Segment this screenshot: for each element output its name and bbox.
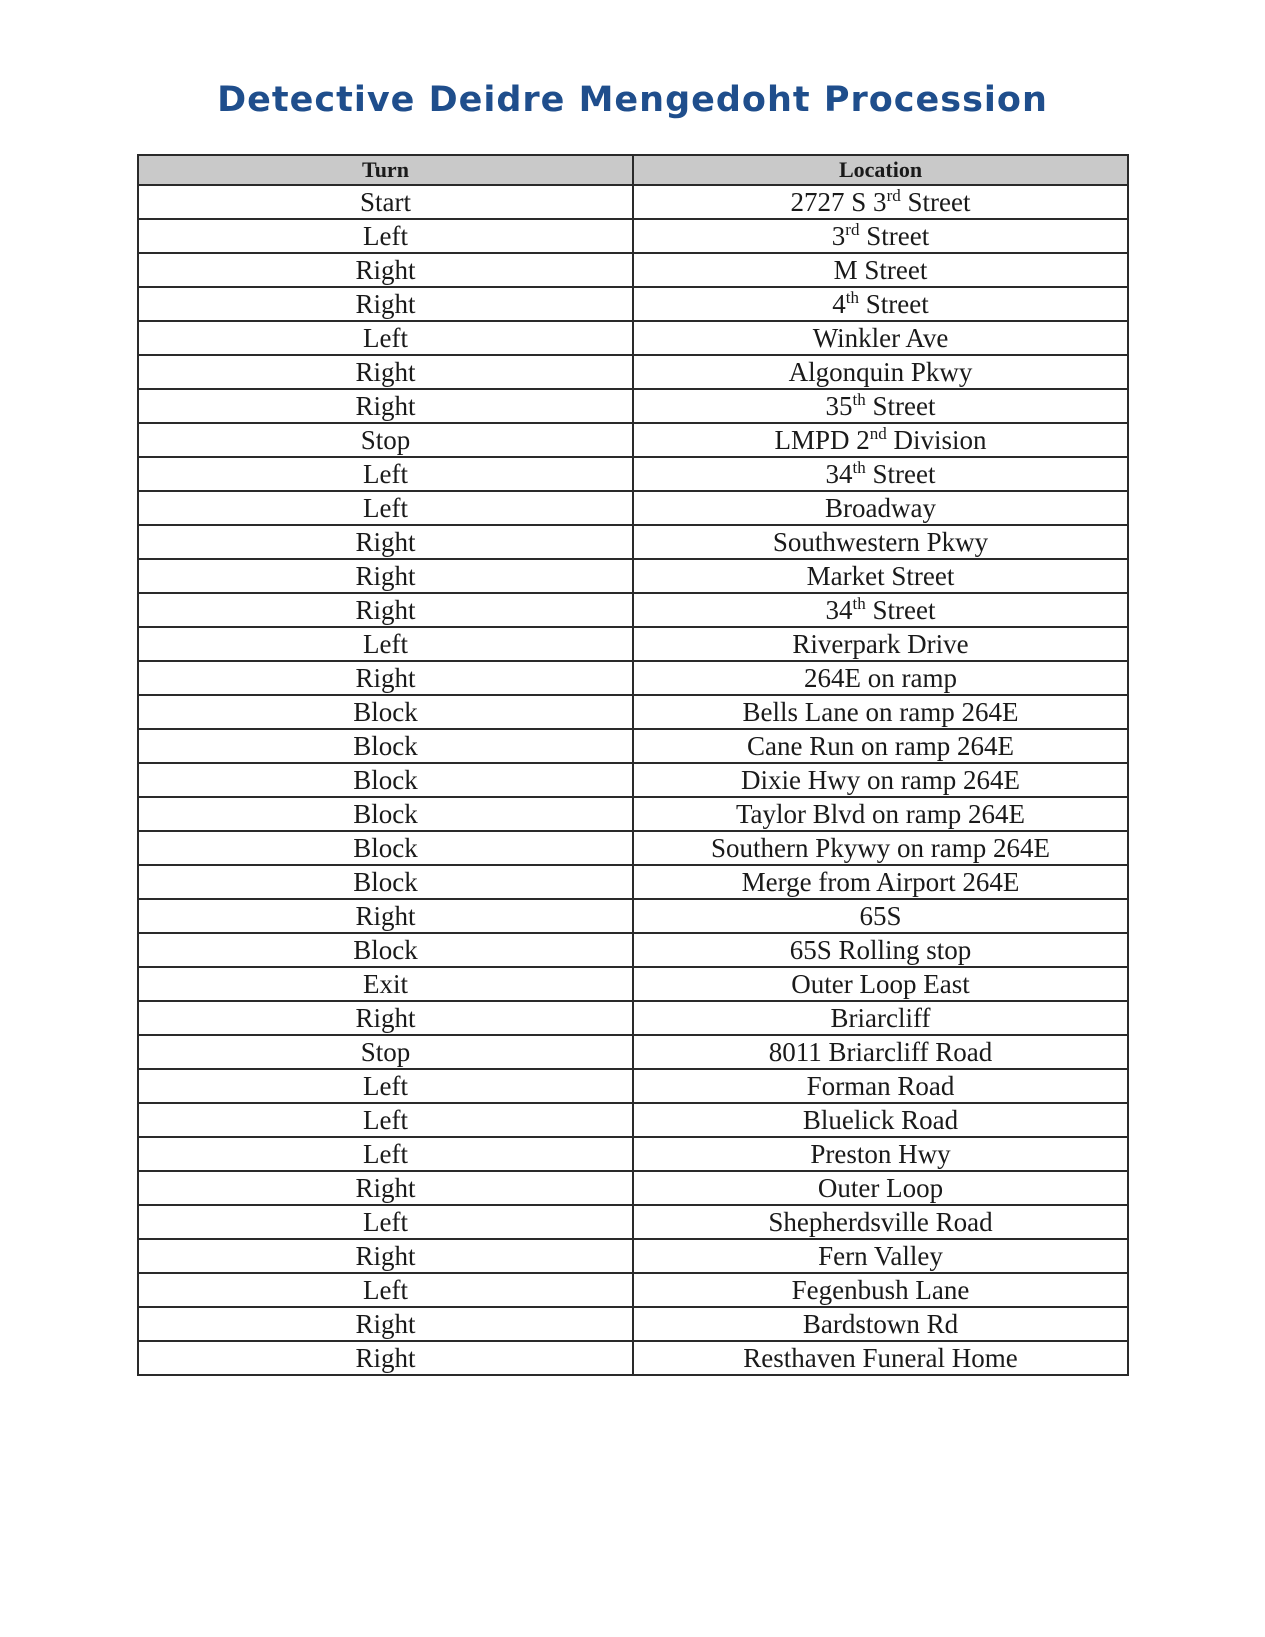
table-body	[138, 185, 1128, 1375]
table-row	[138, 321, 1128, 355]
location-text: 4	[832, 289, 846, 319]
location-cell	[633, 1171, 1128, 1205]
location-cell	[633, 1137, 1128, 1171]
table-row	[138, 185, 1128, 219]
table-row	[138, 491, 1128, 525]
ordinal-suffix: th	[852, 594, 866, 613]
location-text: Winkler Ave	[812, 323, 949, 353]
table-row	[138, 1069, 1128, 1103]
table-row	[138, 1273, 1128, 1307]
turn-cell: Left	[138, 219, 633, 253]
turn-cell: Left	[138, 1069, 633, 1103]
location-text: 264E on ramp	[804, 663, 957, 693]
table-header-row	[138, 155, 1128, 185]
turn-cell: Block	[138, 865, 633, 899]
turn-cell: Right	[138, 1001, 633, 1035]
location-cell	[633, 627, 1128, 661]
table-row	[138, 1035, 1128, 1069]
table-row	[138, 695, 1128, 729]
turn-column-header: Turn	[138, 155, 633, 185]
location-text: Street	[859, 221, 930, 251]
table-row	[138, 593, 1128, 627]
location-cell	[633, 933, 1128, 967]
location-cell	[633, 899, 1128, 933]
turn-cell: Right	[138, 525, 633, 559]
location-cell	[633, 1273, 1128, 1307]
turn-cell: Stop	[138, 1035, 633, 1069]
table-row	[138, 627, 1128, 661]
location-cell	[633, 695, 1128, 729]
turn-cell: Right	[138, 899, 633, 933]
location-text: Taylor Blvd on ramp 264E	[735, 799, 1026, 829]
location-text: Southern Pkywy on ramp 264E	[711, 833, 1050, 863]
ordinal-suffix: rd	[845, 220, 860, 239]
location-text: 34	[825, 459, 853, 489]
location-cell	[633, 967, 1128, 1001]
location-cell	[633, 763, 1128, 797]
turn-cell: Left	[138, 457, 633, 491]
table-row	[138, 1171, 1128, 1205]
turn-cell: Start	[138, 185, 633, 219]
location-text: Street	[859, 289, 929, 319]
location-cell	[633, 831, 1128, 865]
location-text: Fegenbush Lane	[791, 1275, 970, 1305]
turn-cell: Block	[138, 797, 633, 831]
location-text: 65S	[859, 901, 902, 931]
location-cell	[633, 661, 1128, 695]
ordinal-suffix: th	[852, 458, 866, 477]
table-row	[138, 457, 1128, 491]
location-text: Resthaven Funeral Home	[743, 1343, 1018, 1373]
location-text: Forman Road	[806, 1071, 955, 1101]
turn-cell: Right	[138, 1341, 633, 1375]
table-row	[138, 1103, 1128, 1137]
turn-cell: Right	[138, 253, 633, 287]
table-row	[138, 831, 1128, 865]
location-cell	[633, 1307, 1128, 1341]
location-cell	[633, 355, 1128, 389]
turn-cell: Right	[138, 661, 633, 695]
turn-cell: Right	[138, 593, 633, 627]
location-cell	[633, 287, 1128, 321]
table-row	[138, 797, 1128, 831]
turn-cell: Exit	[138, 967, 633, 1001]
table-row	[138, 967, 1128, 1001]
turn-cell: Stop	[138, 423, 633, 457]
location-text: 3	[831, 221, 846, 251]
turn-cell: Left	[138, 1205, 633, 1239]
turn-cell: Left	[138, 321, 633, 355]
turn-cell: Block	[138, 729, 633, 763]
location-text: 2727 S 3	[790, 187, 887, 217]
table-row	[138, 219, 1128, 253]
location-text: Bells Lane on ramp 264E	[742, 697, 1019, 727]
turn-cell: Block	[138, 695, 633, 729]
location-text: Cane Run on ramp 264E	[747, 731, 1014, 761]
table-row	[138, 389, 1128, 423]
table-row	[138, 729, 1128, 763]
location-cell	[633, 593, 1128, 627]
turn-cell: Block	[138, 763, 633, 797]
turn-cell: Block	[138, 933, 633, 967]
location-text: Bardstown Rd	[802, 1309, 959, 1339]
location-cell	[633, 219, 1128, 253]
turn-cell: Right	[138, 1307, 633, 1341]
procession-route-table	[137, 154, 1129, 1376]
table-row	[138, 1341, 1128, 1375]
location-text: LMPD 2	[774, 425, 870, 455]
location-cell	[633, 253, 1128, 287]
location-cell	[633, 729, 1128, 763]
location-cell	[633, 1239, 1128, 1273]
location-text: Riverpark Drive	[792, 629, 969, 659]
table-row	[138, 1239, 1128, 1273]
location-text: Outer Loop	[817, 1173, 944, 1203]
location-cell	[633, 1103, 1128, 1137]
table-row	[138, 1307, 1128, 1341]
turn-cell: Left	[138, 491, 633, 525]
location-cell	[633, 797, 1128, 831]
location-text: Street	[900, 187, 971, 217]
turn-cell: Right	[138, 1171, 633, 1205]
turn-cell: Right	[138, 559, 633, 593]
table-row	[138, 763, 1128, 797]
location-text: Bluelick Road	[802, 1105, 959, 1135]
location-cell	[633, 423, 1128, 457]
ordinal-suffix: rd	[886, 186, 901, 205]
location-text: 8011 Briarcliff Road	[768, 1037, 993, 1067]
table-row	[138, 253, 1128, 287]
location-cell	[633, 491, 1128, 525]
location-column-header: Location	[633, 155, 1128, 185]
turn-cell: Right	[138, 1239, 633, 1273]
turn-cell: Block	[138, 831, 633, 865]
location-cell	[633, 1069, 1128, 1103]
location-text: 34	[825, 595, 853, 625]
location-cell	[633, 1035, 1128, 1069]
location-text: Dixie Hwy on ramp 264E	[741, 765, 1020, 795]
location-cell	[633, 321, 1128, 355]
ordinal-suffix: th	[845, 288, 859, 307]
location-text: Street	[865, 595, 936, 625]
location-text: Shepherdsville Road	[768, 1207, 993, 1237]
turn-cell: Left	[138, 1273, 633, 1307]
location-text: Merge from Airport 264E	[741, 867, 1020, 897]
table-row	[138, 1137, 1128, 1171]
table-row	[138, 355, 1128, 389]
turn-cell: Left	[138, 627, 633, 661]
turn-cell: Right	[138, 389, 633, 423]
location-text: Preston Hwy	[810, 1139, 951, 1169]
location-text: Street	[865, 459, 936, 489]
table-row	[138, 559, 1128, 593]
location-text: Division	[886, 425, 987, 455]
location-cell	[633, 185, 1128, 219]
page-title: Detective Deidre Mengedoht Procession	[217, 80, 1048, 120]
table-row	[138, 525, 1128, 559]
table-row	[138, 287, 1128, 321]
table-row	[138, 1205, 1128, 1239]
table-row	[138, 661, 1128, 695]
location-text: Southwestern Pkwy	[772, 527, 989, 557]
location-text: Fern Valley	[818, 1241, 943, 1271]
table-row	[138, 865, 1128, 899]
ordinal-suffix: nd	[869, 424, 887, 443]
location-text: Broadway	[825, 493, 936, 523]
turn-cell: Right	[138, 355, 633, 389]
table-row	[138, 423, 1128, 457]
location-text: Street	[865, 391, 936, 421]
location-text: Outer Loop East	[791, 969, 970, 999]
location-cell	[633, 559, 1128, 593]
location-text: Briarcliff	[830, 1003, 931, 1033]
location-text: M Street	[833, 255, 928, 285]
table-row	[138, 1001, 1128, 1035]
location-cell	[633, 1001, 1128, 1035]
location-cell	[633, 865, 1128, 899]
turn-cell: Right	[138, 287, 633, 321]
turn-cell: Left	[138, 1137, 633, 1171]
location-text: 35	[825, 391, 853, 421]
location-text: Market Street	[806, 561, 955, 591]
ordinal-suffix: th	[852, 390, 866, 409]
location-cell	[633, 1341, 1128, 1375]
location-cell	[633, 525, 1128, 559]
location-cell	[633, 389, 1128, 423]
turn-cell: Left	[138, 1103, 633, 1137]
location-cell	[633, 457, 1128, 491]
table-row	[138, 899, 1128, 933]
location-text: 65S Rolling stop	[789, 935, 972, 965]
location-text: Algonquin Pkwy	[788, 357, 973, 387]
location-cell	[633, 1205, 1128, 1239]
table-row	[138, 933, 1128, 967]
